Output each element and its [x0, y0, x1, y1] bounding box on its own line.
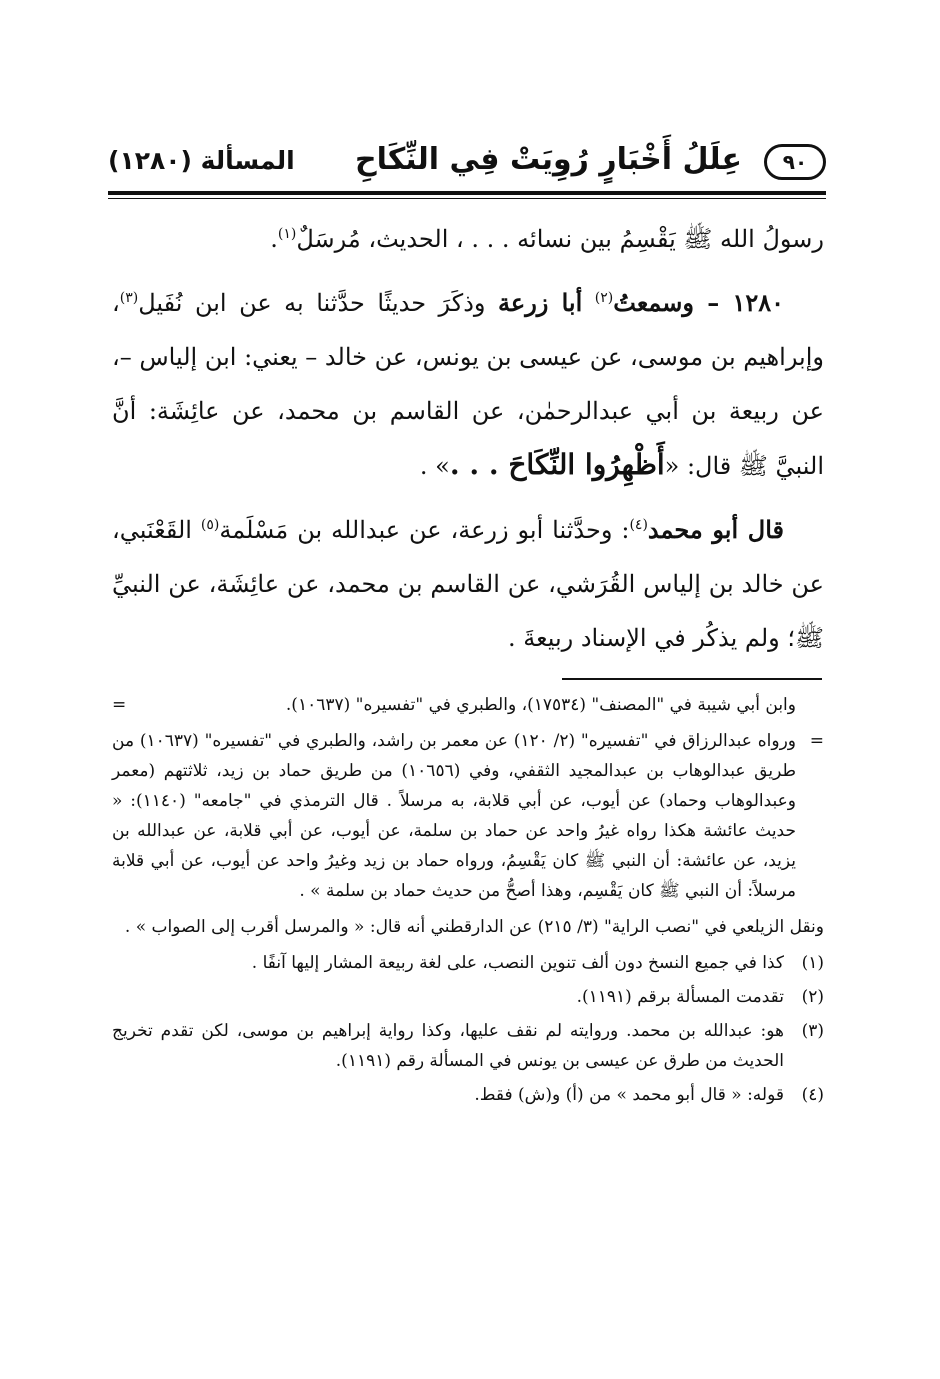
footnote-ref-5: (٥)	[200, 517, 220, 533]
paragraph-2-text-b: ، وإبراهيم بن موسى، عن عيسى بن يونس، عن خالد – يعني: ابن إلياس –، عن ربيعة بن أبي عبدالرحمٰن، عن القاسم بن محمد، عن عائِشَة: أنَّ النبيَّ ﷺ قال: «	[111, 289, 824, 480]
paragraph-3	[112, 503, 824, 665]
footnote-continuation-3: ونقل الزيلعي في "نصب الراية" (٣/ ٢١٥) عن الدارقطني أنه قال: « والمرسل أقرب إلى الصواب » .	[124, 917, 824, 937]
footnote-continuation-2-text: ورواه عبدالرزاق في "تفسيره" (٢/ ١٢٠) عن معمر بن راشد، والطبري في "تفسيره" (١٠٦٣٧) من طريق عبدالوهاب بن عبدالمجيد الثقفي، وفي (١٠٦٥٦) من طريق حماد بن زيد، ثلاثتهم (معمر وعبدالوهاب وحماد) عن أيوب، عن أبي قلابة، به مرسلاً . قال الترمذي في "جامعه" (١١٤٠): « حديث عائشة هكذا رواه غيرُ واحد عن حماد بن سلمة، عن أيوب، عن أبي قلابة، عن عبدالله بن يزيد، عن عائشة: أن النبي ﷺ كان يَقْسِمُ، ورواه حماد بن زيد وغيرُ واحد عن أيوب، عن أبي قلابة مرسلاً: أن النبي ﷺ كان يَقْسِم، وهذا أصحُّ من حديث حماد بن سلمة » .	[112, 731, 797, 901]
issue-label: المسألة (١٢٨٠)	[108, 146, 295, 175]
page-header	[108, 138, 826, 188]
footnote-ref-2: (٢)	[594, 290, 614, 306]
footnote-separator	[562, 678, 822, 680]
footnote-text: كذا في جميع النسخ دون ألف تنوين النصب، على لغة ربيعة المشار إليها آنفًا .	[251, 953, 784, 973]
main-text	[112, 212, 824, 675]
book-title: عِلَلُ أَخْبَارٍ رُوِيَتْ فِي النِّكَاحِ	[354, 142, 742, 177]
footnote-ref-1: (١)	[277, 226, 297, 242]
paragraph-2-text-a: وذكَرَ حديثًا حدَّثنا به عن ابن نُفَيل	[138, 289, 486, 317]
header-rule-thin	[108, 198, 826, 199]
footnote-ref-3: (٣)	[119, 290, 139, 306]
footnote-number: (٣)	[801, 1021, 824, 1041]
paragraph-2	[112, 276, 824, 493]
footnote-item	[112, 948, 824, 978]
footnote-text: تقدمت المسألة برقم (١١٩١).	[576, 987, 784, 1007]
footnotes	[112, 690, 824, 1114]
footnote-item	[112, 982, 824, 1012]
footnote-ref-4: (٤)	[629, 517, 648, 533]
paragraph-1-end: .	[270, 225, 278, 253]
paragraph-2-end: » .	[419, 452, 450, 480]
footnote-text: قوله: « قال أبو محمد » من (أ) و(ش) فقط.	[474, 1085, 784, 1105]
footnote-item	[112, 1016, 824, 1076]
page-number: ٩٠	[764, 144, 826, 180]
speaker-abu-muhammad: قال أبو محمد	[647, 515, 784, 544]
narrator-abu-zurah: أبا زرعة	[498, 288, 583, 317]
paragraph-1-text: رسولُ الله ﷺ يَقْسِمُ بين نسائه . . . ، الحديث، مُرسَلٌ	[296, 225, 824, 253]
footnote-continuation-1-text: وابن أبي شيبة في "المصنف" (١٧٥٣٤)، والطبري في "تفسيره" (١٠٦٣٧).	[285, 695, 796, 715]
continuation-marker-end: =	[112, 695, 127, 715]
continuation-marker-start: =	[809, 731, 824, 751]
paragraph-1	[112, 212, 824, 266]
header-rule-thick	[108, 191, 826, 195]
paragraph-3-text-b: القَعْنَبي، عن خالد بن إلياس القُرَشي، عن القاسم بن محمد، عن عائِشَة، عن النبيِّ ﷺ؛ ولم يذكُر في الإسناد ربيعةَ .	[112, 516, 824, 652]
footnote-text: هو: عبدالله بن محمد. وروايته لم نقف عليها، وكذا رواية إبراهيم بن موسى، لكن تقدم تخريج الحديث من طرق عن عيسى بن يونس في المسألة رقم (١١٩١).	[112, 1021, 784, 1071]
footnote-item	[112, 1080, 824, 1110]
footnote-number: (٢)	[801, 987, 824, 1007]
footnote-continuation-2	[112, 726, 824, 906]
footnote-continuation-1	[112, 690, 824, 720]
footnote-number: (٤)	[801, 1085, 824, 1105]
issue-number-lead: ١٢٨٠ – وسمعتُ	[613, 288, 785, 317]
paragraph-3-text-a: : وحدَّثنا أبو زرعة، عن عبدالله بن مَسْلَمة	[219, 516, 630, 544]
hadith-quote: أَظْهِرُوا النِّكَاحَ . . .	[449, 448, 665, 481]
footnote-number: (١)	[801, 953, 824, 973]
